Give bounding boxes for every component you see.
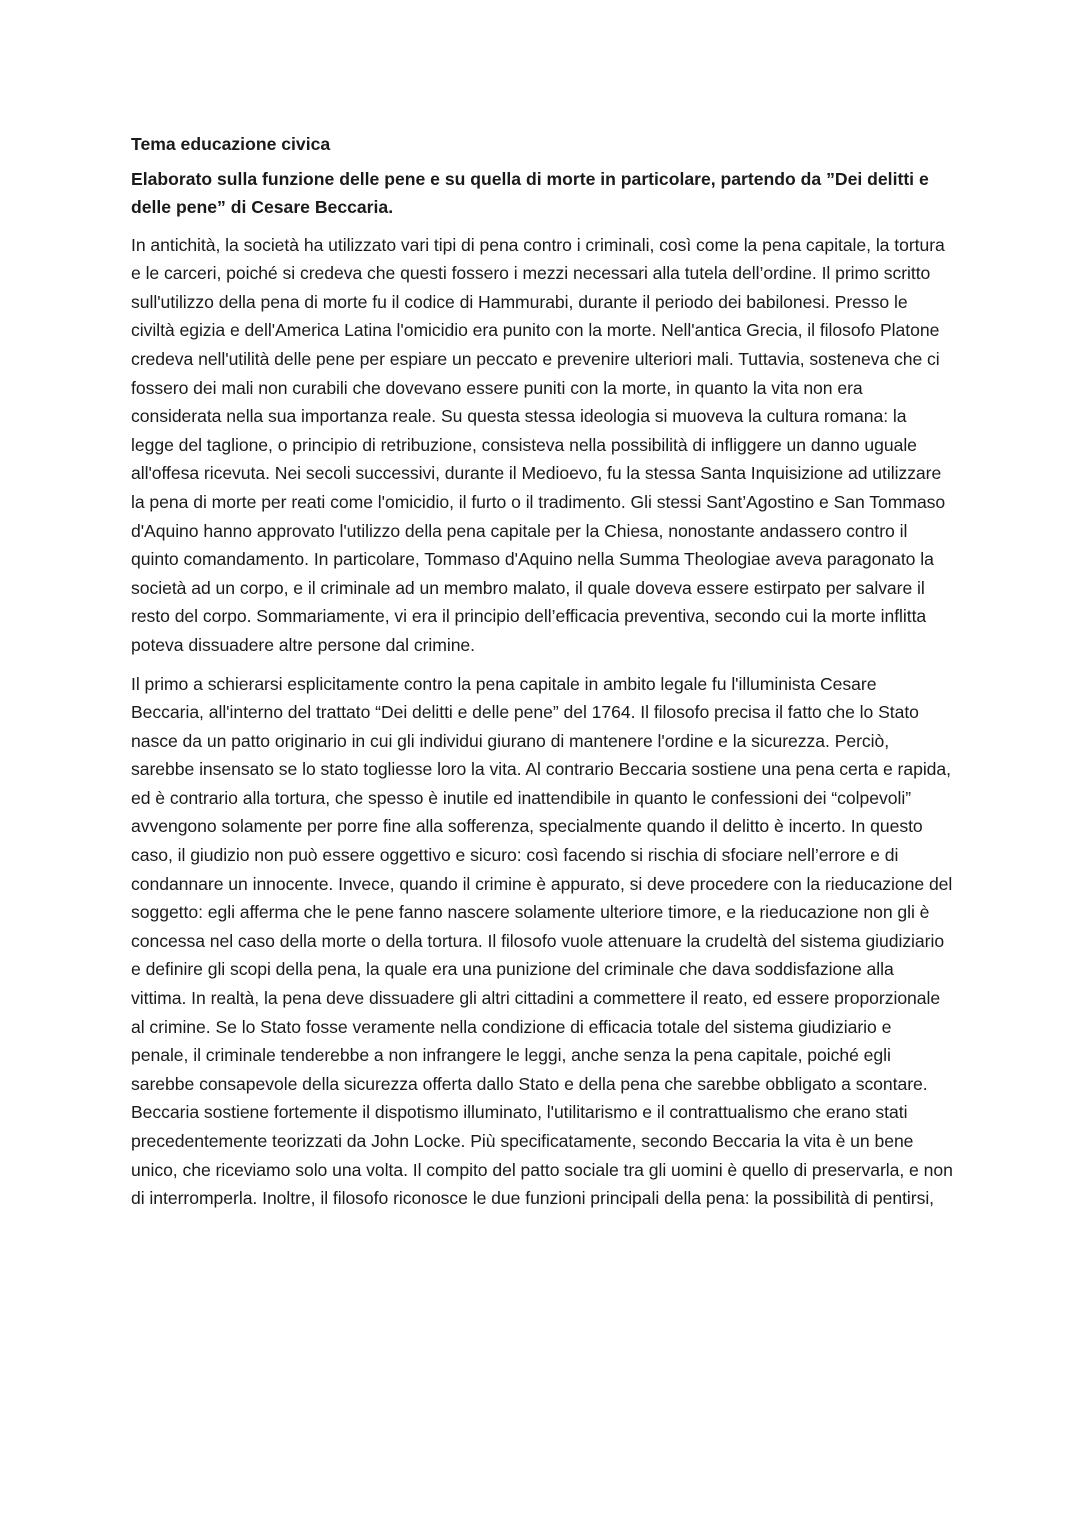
- document-page: [131, 130, 953, 1223]
- paragraph-2: Il primo a schierarsi esplicitamente contro la pena capitale in ambito legale fu l'illuminista Cesare Beccaria, all'interno del trattato “Dei delitti e delle pene” del 1764. Il filosofo precisa il fatto che lo Stato nasce da un patto originario in cui gli individui giurano di mantenere l'ordine e la sicurezza. Perciò, sarebbe insensato se lo stato togliesse loro la vita. Al contrario Beccaria sostiene una pena certa e rapida, ed è contrario alla tortura, che spesso è inutile ed inattendibile in quanto le confessioni dei “colpevoli” avvengono solamente per porre fine alla sofferenza, specialmente quando il delitto è incerto. In questo caso, il giudizio non può essere oggettivo e sicuro: così facendo si rischia di sfociare nell’errore e di condannare un innocente. Invece, quando il crimine è appurato, si deve procedere con la rieducazione del soggetto: egli afferma che le pene fanno nascere solamente ulteriore timore, e la rieducazione non gli è concessa nel caso della morte o della tortura. Il filosofo vuole attenuare la crudeltà del sistema giudiziario e definire gli scopi della pena, la quale era una punizione del criminale che dava soddisfazione alla vittima. In realtà, la pena deve dissuadere gli altri cittadini a commettere il reato, ed essere proporzionale al crimine. Se lo Stato fosse veramente nella condizione di efficacia totale del sistema giudiziario e penale, il criminale tenderebbe a non infrangere le leggi, anche senza la pena capitale, poiché egli sarebbe consapevole della sicurezza offerta dallo Stato e della pena che sarebbe obbligato a scontare. Beccaria sostiene fortemente il dispotismo illuminato, l'utilitarismo e il contrattualismo che erano stati precedentemente teorizzati da John Locke. Più specificatamente, secondo Beccaria la vita è un bene unico, che riceviamo solo una volta. Il compito del patto sociale tra gli uomini è quello di preservarla, e non di interromperla. Inoltre, il filosofo riconosce le due funzioni principali della pena: la possibilità di pentirsi,: [131, 673, 953, 1209]
- document-kicker: Tema educazione civica: [131, 134, 331, 154]
- document-title: Elaborato sulla funzione delle pene e su quella di morte in particolare, partendo da ”Dei delitti e delle pene” di Cesare Beccaria.: [131, 168, 929, 217]
- paragraph-1: In antichità, la società ha utilizzato vari tipi di pena contro i criminali, così come la pena capitale, la tortura e le carceri, poiché si credeva che questi fossero i mezzi necessari alla tutela dell’ordine. Il primo scritto sull'utilizzo della pena di morte fu il codice di Hammurabi, durante il periodo dei babilonesi. Presso le civiltà egizia e dell'America Latina l'omicidio era punito con la morte. Nell'antica Grecia, il filosofo Platone credeva nell'utilità delle pene per espiare un peccato e prevenire ulteriori mali. Tuttavia, sosteneva che ci fossero dei mali non curabili che dovevano essere puniti con la morte, in quanto la vita non era considerata nella sua importanza reale. Su questa stessa ideologia si muoveva la cultura romana: la legge del taglione, o principio di retribuzione, consisteva nella possibilità di infliggere un danno uguale all'offesa ricevuta. Nei secoli successivi, durante il Medioevo, fu la stessa Santa Inquisizione ad utilizzare la pena di morte per reati come l'omicidio, il furto o il tradimento. Gli stessi Sant’Agostino e San Tommaso d'Aquino hanno approvato l'utilizzo della pena capitale per la Chiesa, nonostante andassero contro il quinto comandamento. In particolare, Tommaso d'Aquino nella Summa Theologiae aveva paragonato la società ad un corpo, e il criminale ad un membro malato, il quale doveva essere estirpato per salvare il resto del corpo. Sommariamente, vi era il principio dell’efficacia preventiva, secondo cui la morte inflitta poteva dissuadere altre persone dal crimine.: [131, 234, 946, 655]
